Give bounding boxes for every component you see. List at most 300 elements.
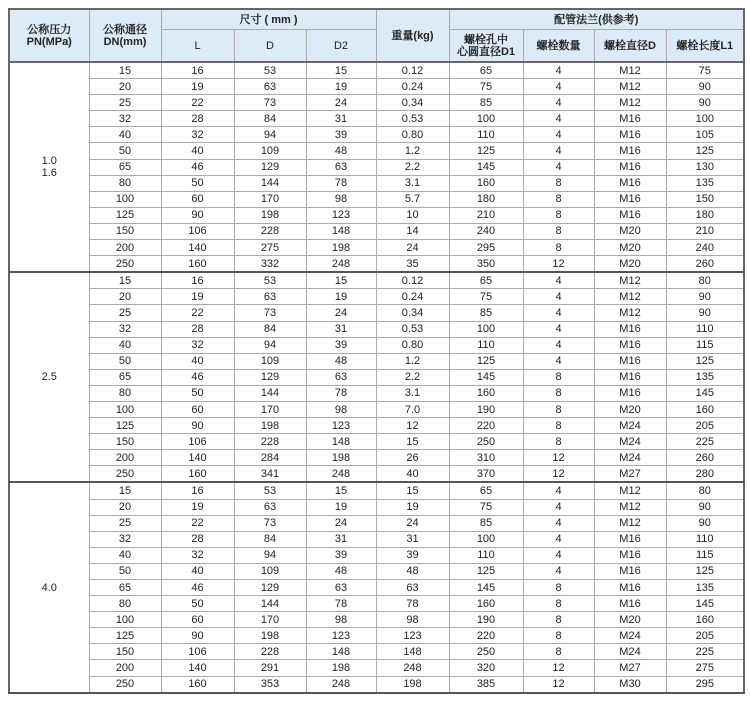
table-cell: 129 [234,580,306,596]
table-cell: 4 [523,515,594,531]
table-cell: 8 [523,628,594,644]
table-cell: 248 [306,676,376,693]
table-cell: 0.12 [376,272,449,289]
table-row [9,337,744,353]
table-cell: 275 [666,660,744,676]
table-row [9,466,744,483]
table-cell: 200 [89,240,161,256]
table-cell: 110 [449,337,523,353]
table-cell: 48 [376,563,449,579]
table-cell: 0.53 [376,321,449,337]
table-cell: 65 [449,482,523,499]
table-cell: 125 [666,563,744,579]
table-cell: 31 [376,531,449,547]
table-cell: 15 [89,482,161,499]
table-cell: 341 [234,466,306,483]
table-cell: 198 [306,240,376,256]
table-cell: 385 [449,676,523,693]
table-cell: 106 [161,644,234,660]
table-cell: 205 [666,418,744,434]
table-cell: 60 [161,191,234,207]
table-cell: 280 [666,466,744,483]
header-d1: 螺栓孔中 心圆直径D1 [449,30,523,63]
table-body [9,62,744,693]
table-cell: 123 [306,207,376,223]
table-cell: M12 [594,305,666,321]
table-row [9,385,744,401]
table-cell: 32 [161,127,234,143]
table-cell: 0.80 [376,337,449,353]
table-cell: M12 [594,272,666,289]
header-size: 尺寸 ( mm ) [161,9,376,30]
table-cell: 220 [449,418,523,434]
table-cell: 8 [523,175,594,191]
table-cell: 40 [89,127,161,143]
table-cell: 144 [234,175,306,191]
table-cell: M16 [594,127,666,143]
table-cell: 10 [376,207,449,223]
table-cell: 39 [376,547,449,563]
table-cell: 228 [234,434,306,450]
table-cell: 106 [161,223,234,239]
table-cell: 78 [306,175,376,191]
table-cell: 3.1 [376,175,449,191]
table-cell: 205 [666,628,744,644]
table-cell: 109 [234,353,306,369]
table-cell: 160 [161,466,234,483]
table-cell: 24 [306,515,376,531]
table-cell: 135 [666,580,744,596]
table-cell: 228 [234,644,306,660]
table-cell: 90 [161,628,234,644]
table-cell: 160 [449,385,523,401]
table-cell: 160 [161,256,234,273]
table-cell: 240 [666,240,744,256]
table-cell: 0.34 [376,305,449,321]
table-cell: 160 [666,401,744,417]
table-cell: M24 [594,628,666,644]
table-cell: 109 [234,143,306,159]
table-cell: 63 [306,159,376,175]
table-cell: 170 [234,191,306,207]
table-cell: 53 [234,272,306,289]
table-cell: 15 [89,62,161,79]
table-cell: 28 [161,531,234,547]
table-cell: 8 [523,644,594,660]
table-cell: M20 [594,256,666,273]
table-cell: 15 [306,62,376,79]
table-row [9,482,744,499]
table-cell: 31 [306,111,376,127]
table-row [9,563,744,579]
table-cell: 248 [306,466,376,483]
table-cell: 1.2 [376,353,449,369]
table-row [9,95,744,111]
table-row [9,499,744,515]
table-row [9,111,744,127]
table-cell: 25 [89,95,161,111]
table-cell: 100 [666,111,744,127]
table-cell: 48 [306,563,376,579]
table-cell: 84 [234,531,306,547]
table-cell: 63 [234,79,306,95]
table-cell: 39 [306,547,376,563]
table-cell: 228 [234,223,306,239]
table-cell: 123 [306,418,376,434]
table-cell: M16 [594,159,666,175]
table-cell: 90 [161,207,234,223]
table-cell: 12 [523,466,594,483]
table-cell: M27 [594,660,666,676]
table-cell: 25 [89,515,161,531]
table-cell: 190 [449,612,523,628]
table-cell: 125 [449,563,523,579]
table-cell: 26 [376,450,449,466]
table-cell: 63 [234,499,306,515]
table-cell: 8 [523,223,594,239]
table-cell: 8 [523,612,594,628]
table-cell: 284 [234,450,306,466]
table-cell: M12 [594,79,666,95]
table-cell: 5.7 [376,191,449,207]
table-row [9,256,744,273]
table-cell: 24 [306,305,376,321]
table-cell: 125 [89,418,161,434]
table-cell: 250 [449,644,523,660]
table-cell: 50 [89,143,161,159]
table-cell: M12 [594,62,666,79]
table-cell: 40 [89,547,161,563]
table-cell: 275 [234,240,306,256]
header-weight: 重量(kg) [376,9,449,62]
table-cell: 145 [666,596,744,612]
table-cell: 32 [89,111,161,127]
table-cell: 16 [161,62,234,79]
table-cell: 250 [449,434,523,450]
table-cell: 353 [234,676,306,693]
table-cell: 140 [161,240,234,256]
table-cell: 15 [376,482,449,499]
table-cell: 145 [666,385,744,401]
table-cell: 19 [306,79,376,95]
table-cell: 8 [523,580,594,596]
table-header [9,9,744,62]
table-row [9,143,744,159]
header-flange: 配管法兰(供参考) [449,9,744,30]
table-cell: M16 [594,321,666,337]
table-cell: 170 [234,612,306,628]
table-cell: 40 [161,353,234,369]
table-row [9,628,744,644]
table-cell: 160 [449,596,523,612]
table-cell: 31 [306,321,376,337]
pressure-cell: 1.0 1.6 [9,62,89,272]
table-cell: 12 [523,676,594,693]
table-cell: 4 [523,62,594,79]
table-cell: 53 [234,62,306,79]
table-cell: 100 [89,191,161,207]
table-cell: 12 [523,450,594,466]
table-cell: 250 [89,256,161,273]
table-cell: 24 [306,95,376,111]
table-cell: 8 [523,596,594,612]
table-row [9,159,744,175]
table-cell: 250 [89,676,161,693]
table-cell: 125 [449,143,523,159]
table-cell: 60 [161,612,234,628]
table-cell: 200 [89,450,161,466]
table-cell: 105 [666,127,744,143]
table-cell: 39 [306,127,376,143]
table-cell: 73 [234,95,306,111]
table-cell: 129 [234,159,306,175]
table-row [9,418,744,434]
table-cell: 40 [376,466,449,483]
header-d: D [234,30,306,63]
table-cell: 75 [449,499,523,515]
table-cell: M12 [594,289,666,305]
table-cell: 135 [666,175,744,191]
table-cell: 98 [306,401,376,417]
table-cell: 210 [666,223,744,239]
table-cell: 98 [306,612,376,628]
table-cell: 180 [666,207,744,223]
table-cell: 65 [449,62,523,79]
header-bolt-dia: 螺栓直径D [594,30,666,63]
table-cell: 248 [376,660,449,676]
table-cell: 145 [449,580,523,596]
table-cell: 50 [89,353,161,369]
table-cell: 40 [161,143,234,159]
table-cell: M24 [594,644,666,660]
table-cell: 12 [523,660,594,676]
table-cell: 248 [306,256,376,273]
table-cell: 84 [234,321,306,337]
table-cell: 8 [523,191,594,207]
table-cell: 24 [376,515,449,531]
table-cell: M30 [594,676,666,693]
header-bolt-len: 螺栓长度L1 [666,30,744,63]
table-cell: 110 [666,531,744,547]
table-cell: 144 [234,596,306,612]
table-row [9,353,744,369]
table-cell: 20 [89,499,161,515]
table-cell: 63 [306,580,376,596]
table-cell: 198 [234,628,306,644]
table-cell: 100 [89,612,161,628]
table-cell: 260 [666,450,744,466]
table-cell: 98 [376,612,449,628]
table-cell: 28 [161,321,234,337]
table-cell: 310 [449,450,523,466]
table-cell: 16 [161,272,234,289]
table-cell: 8 [523,418,594,434]
table-cell: 46 [161,580,234,596]
header-dn: 公称通径 DN(mm) [89,9,161,62]
table-cell: 135 [666,369,744,385]
table-cell: 100 [449,531,523,547]
table-cell: 94 [234,547,306,563]
table-cell: 40 [161,563,234,579]
table-cell: 50 [161,175,234,191]
table-cell: 15 [89,272,161,289]
table-cell: 19 [161,499,234,515]
table-cell: 180 [449,191,523,207]
table-cell: M27 [594,466,666,483]
table-cell: 8 [523,401,594,417]
table-cell: 7.0 [376,401,449,417]
table-cell: 109 [234,563,306,579]
table-row [9,223,744,239]
table-cell: 50 [161,596,234,612]
table-cell: 32 [89,321,161,337]
table-cell: 50 [89,563,161,579]
table-cell: M16 [594,207,666,223]
table-cell: 198 [234,418,306,434]
table-cell: 14 [376,223,449,239]
table-cell: 110 [449,127,523,143]
table-row [9,401,744,417]
table-cell: M24 [594,418,666,434]
table-cell: 125 [89,207,161,223]
table-cell: 60 [161,401,234,417]
table-cell: 144 [234,385,306,401]
table-cell: 90 [666,499,744,515]
table-cell: 90 [161,418,234,434]
table-cell: 4 [523,127,594,143]
table-row [9,175,744,191]
table-cell: 4 [523,337,594,353]
table-cell: 0.24 [376,79,449,95]
table-cell: 291 [234,660,306,676]
table-cell: 32 [161,337,234,353]
table-cell: 8 [523,240,594,256]
table-cell: 48 [306,353,376,369]
table-cell: 94 [234,127,306,143]
table-cell: 200 [89,660,161,676]
table-row [9,207,744,223]
table-cell: 15 [306,482,376,499]
table-cell: 63 [306,369,376,385]
table-cell: 100 [89,401,161,417]
table-cell: 16 [161,482,234,499]
table-cell: 0.24 [376,289,449,305]
table-cell: 240 [449,223,523,239]
table-cell: 148 [306,434,376,450]
table-cell: M20 [594,240,666,256]
table-cell: 125 [666,353,744,369]
table-cell: 65 [89,369,161,385]
table-cell: 115 [666,547,744,563]
table-row [9,676,744,693]
table-cell: M16 [594,385,666,401]
table-cell: M16 [594,175,666,191]
table-cell: 98 [306,191,376,207]
table-cell: M16 [594,531,666,547]
table-cell: 78 [306,596,376,612]
spec-table [8,8,745,694]
table-cell: 4 [523,159,594,175]
table-cell: 85 [449,515,523,531]
table-cell: 73 [234,305,306,321]
table-row [9,305,744,321]
table-row [9,369,744,385]
table-cell: 0.12 [376,62,449,79]
table-cell: 65 [89,159,161,175]
table-cell: 8 [523,434,594,450]
table-cell: 150 [666,191,744,207]
table-row [9,434,744,450]
table-cell: M12 [594,482,666,499]
table-cell: 84 [234,111,306,127]
table-cell: 39 [306,337,376,353]
table-cell: 148 [376,644,449,660]
table-cell: M24 [594,434,666,450]
table-cell: 123 [306,628,376,644]
table-cell: 4 [523,272,594,289]
table-row [9,450,744,466]
table-row [9,62,744,79]
table-row [9,515,744,531]
table-cell: 75 [666,62,744,79]
table-cell: 115 [666,337,744,353]
table-cell: 65 [449,272,523,289]
table-cell: 80 [89,385,161,401]
table-cell: 4 [523,547,594,563]
table-cell: M16 [594,580,666,596]
table-cell: 145 [449,369,523,385]
table-cell: 80 [666,482,744,499]
table-cell: 90 [666,305,744,321]
table-cell: 78 [306,385,376,401]
table-cell: 4 [523,531,594,547]
table-cell: 90 [666,95,744,111]
table-cell: 19 [306,289,376,305]
table-cell: 1.2 [376,143,449,159]
table-cell: 220 [449,628,523,644]
table-cell: 20 [89,289,161,305]
table-cell: 0.80 [376,127,449,143]
table-cell: M16 [594,563,666,579]
table-cell: 22 [161,305,234,321]
table-cell: 90 [666,515,744,531]
table-cell: 46 [161,369,234,385]
table-cell: 85 [449,305,523,321]
table-cell: 4 [523,482,594,499]
table-cell: 130 [666,159,744,175]
table-cell: 4 [523,321,594,337]
table-cell: 4 [523,289,594,305]
table-cell: M16 [594,353,666,369]
table-cell: 4 [523,563,594,579]
table-cell: 295 [666,676,744,693]
table-cell: 73 [234,515,306,531]
table-cell: 198 [306,660,376,676]
table-cell: 80 [89,596,161,612]
table-cell: 4 [523,143,594,159]
table-cell: 160 [449,175,523,191]
table-cell: M24 [594,450,666,466]
table-row [9,596,744,612]
table-cell: 295 [449,240,523,256]
table-cell: 129 [234,369,306,385]
table-cell: M16 [594,337,666,353]
table-row [9,321,744,337]
table-row [9,127,744,143]
table-cell: 150 [89,223,161,239]
table-cell: 125 [666,143,744,159]
table-cell: M20 [594,401,666,417]
